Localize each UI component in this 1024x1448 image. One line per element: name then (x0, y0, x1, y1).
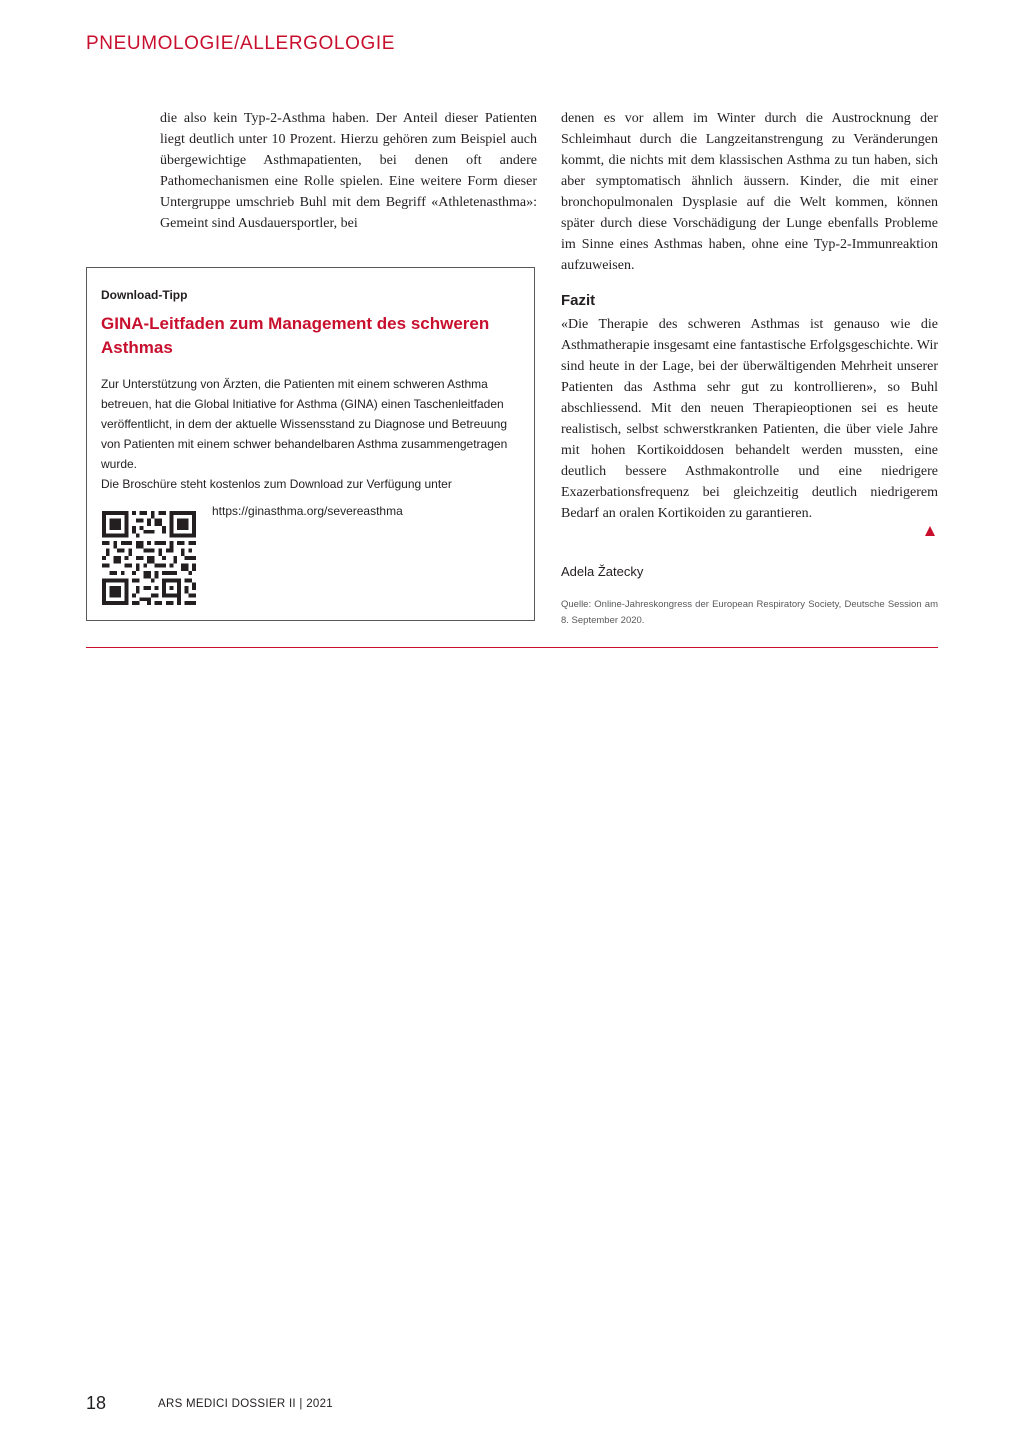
qr-code-icon[interactable] (102, 511, 196, 605)
fazit-heading: Fazit (561, 292, 596, 309)
fazit-paragraph: «Die Therapie des schweren Asthmas ist genauso wie die Asthmatherapie insgesamt eine fantastische Erfolgsgeschichte. Wir sind heute in der Lage, bei der überwältigenden Mehrheit unserer Patienten das Asthma sehr gut zu kontrollieren», so Buhl abschliessend. Mit den neuen Therapieoptionen sei es heute realistisch, selbst schwerstkranken Patienten, die über viele Jahre mit hohen Kortikoiddosen behandelt werden mussten, eine deutlich bessere Asthmakontrolle und eine niedrigere Exazerbationsfrequenz bei gleichzeitig deutlich niedrigerem Bedarf an oralen Kortikoiden zu garantieren. (561, 317, 938, 521)
box-note: Die Broschüre steht kostenlos zum Download zur Verfügung unter (101, 477, 452, 491)
body-paragraph: die also kein Typ-2-Asthma haben. Der Anteil dieser Patienten liegt deutlich unter 10 Prozent. Hierzu gehören zum Beispiel auch übergewichtige Asthmapatienten, bei denen oft andere Pathomechanismen eine Rolle spielen. Eine weitere Form dieser Untergruppe umschrieb Buhl mit dem Begriff «Athletenasthma»: Gemeint sind Ausdauersportler, bei (160, 111, 537, 231)
page-number: 18 (86, 1393, 107, 1413)
download-link[interactable]: https://ginasthma.org/severeasthma (212, 504, 403, 518)
section-divider (86, 647, 938, 648)
right-column (561, 108, 938, 276)
source-note: Quelle: Online-Jahreskongress der European Respiratory Society, Deutsche Session am 8. September 2020. (561, 599, 938, 626)
left-column (160, 108, 537, 234)
author-name: Adela Žatecky (561, 564, 644, 579)
section-header: PNEUMOLOGIE/ALLERGOLOGIE (86, 33, 395, 54)
box-body (101, 374, 521, 494)
box-paragraph: Zur Unterstützung von Ärzten, die Patienten mit einem schweren Asthma betreuen, hat die Global Initiative for Asthma (GINA) einen Taschenleitfaden veröffentlicht, in dem der aktuelle Wissensstand zu Diagnose und Betreuung von Patienten mit einem schwer behandelbaren Asthma zusammengetragen wurde. (101, 377, 508, 471)
journal-title: ARS MEDICI DOSSIER II | 2021 (158, 1398, 333, 1410)
end-of-article-triangle-icon (925, 526, 935, 536)
body-paragraph: denen es vor allem im Winter durch die Austrocknung der Schleimhaut durch die Langzeitanstrengung zu Veränderungen kommt, die nichts mit dem klassischen Asthma zu tun haben, sich aber symptomatisch ähnlich äussern. Kinder, die mit einer bronchopulmonalen Dysplasie auf die Welt kommen, können später durch diese Vorschädigung der Lunge ebenfalls Probleme im Sinne eines Asthmas haben, ohne eine Typ-2-Immunreaktion aufzuweisen. (561, 111, 938, 273)
box-title: GINA-Leitfaden zum Management des schweren Asthmas (101, 314, 490, 357)
download-tip-box (86, 267, 535, 621)
box-kicker: Download-Tipp (101, 288, 188, 302)
